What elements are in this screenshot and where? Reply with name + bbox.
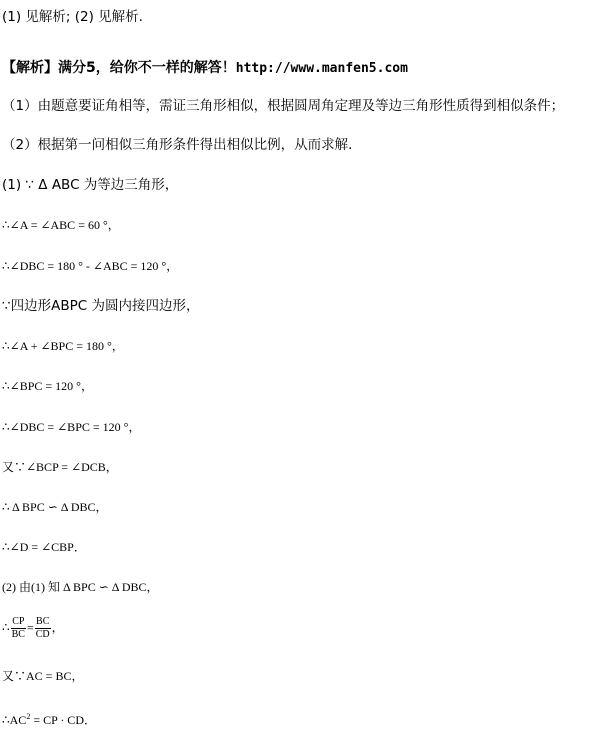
step-3-mark: ， — [166, 259, 179, 273]
fraction-equals: = — [26, 620, 34, 635]
last-step-lead: ∴AC — [2, 713, 27, 727]
step-4: ∵四边形ABPC 为圆内接四边形， — [2, 298, 200, 314]
fraction-left-numerator: CP — [12, 616, 25, 627]
fraction-left — [11, 616, 26, 641]
step-2-mark: ， — [107, 218, 120, 232]
step-8: 又∵∠BCP = ∠DCB， — [2, 460, 118, 474]
hint-1-prefix: （1） — [2, 98, 38, 114]
step-11: (2) 由(1) 知 Δ BPC ∽ Δ DBC， — [2, 580, 159, 594]
step-9-mark: ， — [95, 500, 108, 514]
fraction-right-denominator: CD — [35, 629, 50, 640]
last-step-exponent: 2 — [26, 712, 31, 721]
analysis-slogan: 满分5，给你不一样的解答！ — [58, 60, 236, 76]
step-1: (1) ∵ Δ ABC 为等边三角形， — [2, 177, 179, 193]
hint-1-text: 由题意要证角相等，需证三角形相似，根据圆周角定理及等边三角形性质得到相似条件； — [37, 98, 565, 114]
fraction-right — [35, 616, 51, 641]
step-6-mark: ， — [80, 379, 93, 393]
step-ac-bc-mark: ， — [71, 669, 84, 683]
last-step — [2, 708, 96, 729]
analysis-tag: 【解析】 — [2, 60, 58, 76]
fraction-step — [2, 616, 64, 641]
fraction-mark: ， — [51, 620, 64, 635]
step-7: ∴∠DBC = ∠BPC = 120 °， — [2, 420, 141, 434]
hint-1 — [2, 97, 564, 115]
answer-line: (1) 见解析; (2) 见解析. — [2, 9, 143, 25]
step-9: ∴ Δ BPC ∽ Δ DBC， — [2, 500, 108, 514]
last-step-mark: ． — [83, 713, 96, 727]
hint-2-prefix: （2） — [2, 137, 38, 153]
fraction-left-denominator: BC — [11, 629, 25, 640]
step-ac-bc: 又∵AC = BC， — [2, 669, 84, 683]
step-2: ∴∠A = ∠ABC = 60 °， — [2, 218, 120, 232]
hint-2-text: 根据第一问相似三角形条件得出相似比例，从而求解． — [37, 137, 362, 153]
step-10-mark: ． — [73, 540, 86, 554]
hint-2 — [2, 136, 362, 154]
step-7-mark: ， — [128, 420, 141, 434]
analysis-header — [2, 59, 408, 78]
step-3: ∴∠DBC = 180 ° - ∠ABC = 120 °， — [2, 259, 179, 273]
fraction-lead: ∴ — [2, 620, 10, 635]
step-5: ∴∠A + ∠BPC = 180 °， — [2, 339, 124, 353]
step-8-mark: ， — [105, 460, 118, 474]
step-10: ∴∠D = ∠CBP． — [2, 540, 86, 554]
last-step-rest: = CP · CD — [30, 713, 84, 727]
step-11-mark: ， — [146, 580, 159, 594]
analysis-url: http://www.manfen5.com — [235, 61, 408, 76]
step-6: ∴∠BPC = 120 °， — [2, 379, 93, 393]
fraction-right-numerator: BC — [36, 616, 50, 627]
step-5-mark: ， — [111, 339, 124, 353]
